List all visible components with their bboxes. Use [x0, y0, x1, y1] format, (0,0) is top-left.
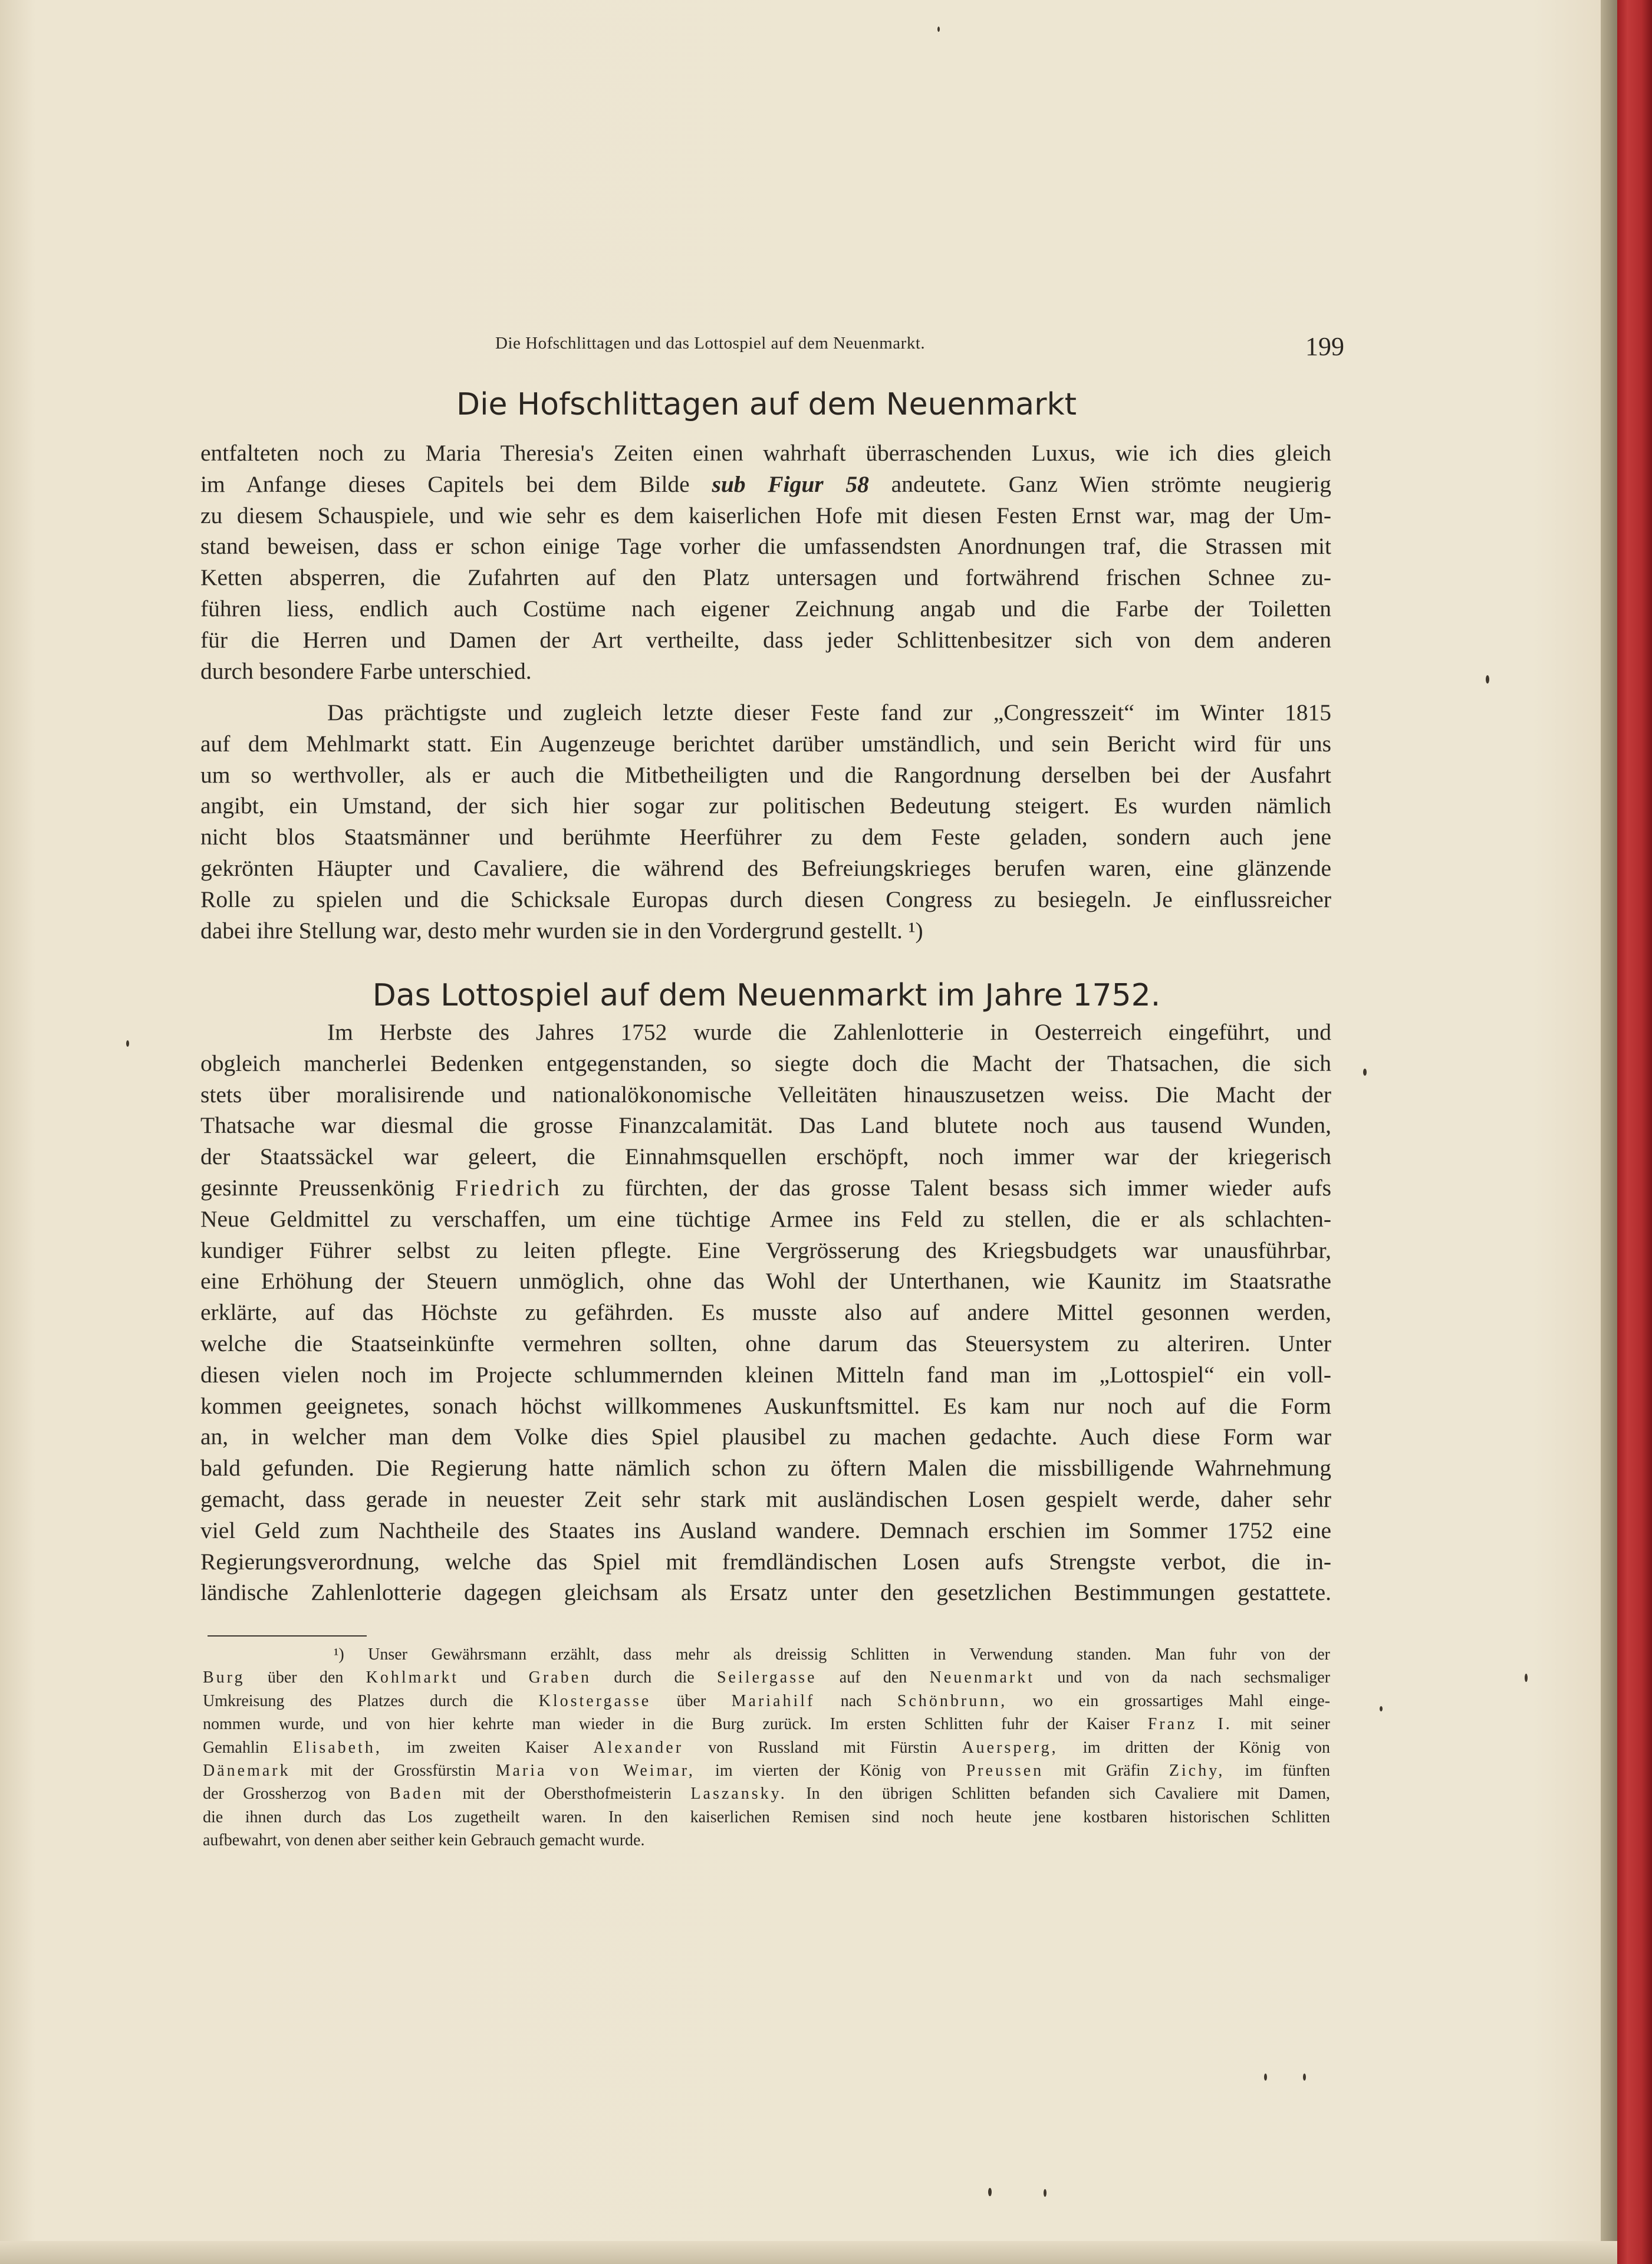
section-heading-lottospiel: Das Lottospiel auf dem Neuenmarkt im Jahre 1752. — [372, 978, 1161, 1013]
running-head: Die Hofschlittagen und das Lottospiel auf dem Neuenmarkt. — [495, 334, 926, 353]
text-fragment: gesinnte Preussenkönig — [200, 1174, 435, 1201]
scan-speck — [126, 1040, 129, 1047]
text-line: Das prächtigste und zugleich letzte dieser Feste fand zur „Congresszeit“ im Winter 1815 — [327, 699, 1331, 725]
place-name: Kohlmarkt — [366, 1668, 459, 1687]
place-name: Burg — [203, 1668, 245, 1687]
text-line: gekrönten Häupter und Cavaliere, die während des Befreiungskrieges berufen waren, eine glänzende — [200, 855, 1331, 881]
text-line: kommen geeignetes, sonach höchst willkommenes Auskunftsmittel. Es kam nur noch auf die Form — [200, 1392, 1331, 1419]
text-fragment: wo ein grossartiges Mahl einge- — [1032, 1691, 1331, 1710]
text-fragment: im zweiten Kaiser — [407, 1738, 569, 1757]
footnote-line: die ihnen durch das Los zugetheilt waren. In den kaiserlichen Remisen sind noch heute jene kostbaren historischen Schlitten — [203, 1808, 1330, 1826]
text-line: der Staatssäckel war geleert, die Einnahmsquellen erschöpft, noch immer war der kriegerisch — [200, 1143, 1331, 1170]
text-line: an, in welcher man dem Volke dies Spiel plausibel zu machen gedachte. Auch diese Form war — [200, 1424, 1331, 1450]
scan-speck — [1486, 675, 1489, 684]
spaced-name-friedrich: Friedrich — [455, 1174, 562, 1201]
text-fragment: Umkreisung des Platzes durch die — [203, 1691, 514, 1710]
place-name: Baden — [389, 1785, 444, 1803]
scan-speck — [988, 2188, 992, 2196]
text-line: Thatsache war diesmal die grosse Finanzcalamität. Das Land blutete noch aus tausend Wunden, — [200, 1112, 1331, 1139]
text-line: Im Herbste des Jahres 1752 wurde die Zahlenlotterie in Oesterreich eingeführt, und — [327, 1019, 1331, 1045]
paragraph-lottospiel — [200, 1017, 1331, 1608]
text-line: durch besondere Farbe unterschied. — [200, 658, 532, 684]
person-name: Auersperg, — [962, 1738, 1058, 1757]
text-fragment: über den — [267, 1668, 344, 1687]
person-name: Maria von Weimar, — [495, 1762, 695, 1780]
text-fragment: und — [481, 1668, 506, 1687]
text-line: Neue Geldmittel zu verschaffen, um eine tüchtige Armee ins Feld zu stellen, die er als schlachten- — [200, 1205, 1331, 1232]
footnote — [203, 1643, 1330, 1852]
footnote-divider — [208, 1635, 367, 1637]
text-fragment: nommen wurde, und von hier kehrte man wieder in die Burg zurück. Im ersten Schlitten fuhr der Kaiser — [203, 1715, 1130, 1734]
text-line: stets über moralisirende und nationalökonomische Velleitäten hinauszusetzen weiss. Die Macht der — [200, 1081, 1331, 1108]
place-name: Dänemark — [203, 1762, 291, 1780]
text-line: kundiger Führer selbst zu leiten pflegte. Eine Vergrösserung des Kriegsbudgets war unausführbar, — [200, 1237, 1331, 1263]
text-fragment: nach — [840, 1691, 872, 1710]
section-heading-hofschlittagen: Die Hofschlittagen auf dem Neuenmarkt — [456, 387, 1077, 422]
place-name: Schönbrunn, — [897, 1691, 1008, 1710]
text-line: viel Geld zum Nachtheile des Staates ins Ausland wandere. Demnach erschien im Sommer 1752 eine — [200, 1517, 1331, 1543]
scan-speck — [1264, 2074, 1267, 2081]
text-line: welche die Staatseinkünfte vermehren sollten, ohne darum das Steuersystem zu alteriren. Unter — [200, 1330, 1331, 1356]
text-fragment: auf den — [839, 1668, 907, 1687]
text-fragment: der Grossherzog von — [203, 1785, 371, 1803]
scan-speck — [1525, 1674, 1528, 1682]
text-line: angibt, ein Umstand, der sich hier sogar zur politischen Bedeutung steigert. Es wurden nämlich — [200, 793, 1331, 819]
text-fragment: mit der Obersthofmeisterin — [462, 1785, 672, 1803]
scan-speck — [1044, 2189, 1047, 2197]
place-name: Neuenmarkt — [929, 1668, 1035, 1687]
text-line: obgleich mancherlei Bedenken entgegenstanden, so siegte doch die Macht der Thatsachen, die sich — [200, 1050, 1331, 1076]
person-name: Laszansky. — [690, 1785, 787, 1803]
text-fragment: im fünften — [1245, 1762, 1331, 1780]
text-fragment: mit der Grossfürstin — [310, 1762, 476, 1780]
text-fragment: im dritten der König von — [1082, 1738, 1331, 1757]
person-name: Zichy, — [1169, 1762, 1225, 1780]
place-name: Klostergasse — [538, 1691, 651, 1710]
text-fragment: im Anfange dieses Capitels bei dem Bilde — [200, 471, 690, 497]
text-fragment: Gemahlin — [203, 1738, 268, 1757]
place-name: Preussen — [966, 1762, 1044, 1780]
text-fragment: zu fürchten, der das grosse Talent besass sich immer wieder aufs — [582, 1174, 1332, 1201]
text-fragment: und von da nach sechsmaliger — [1057, 1668, 1331, 1687]
text-line-with-spaced-name — [200, 1172, 1331, 1204]
text-fragment: im vierten der König von — [715, 1762, 946, 1780]
text-line: führen liess, endlich auch Costüme nach eigener Zeichnung angab und die Farbe der Toiletten — [200, 595, 1331, 622]
person-name: Alexander — [593, 1738, 684, 1757]
text-line: stand beweisen, dass er schon einige Tage vorher die umfassendsten Anordnungen traf, die Strassen mit — [200, 533, 1331, 560]
text-line: um so werthvoller, als er auch die Mitbetheiligten und die Rangordnung derselben bei der Ausfahrt — [200, 761, 1331, 788]
text-fragment: durch die — [614, 1668, 695, 1687]
person-name: Franz I. — [1147, 1715, 1232, 1734]
text-fragment: mit seiner — [1250, 1715, 1331, 1734]
text-line: gemacht, dass gerade in neuester Zeit sehr stark mit ausländischen Losen gespielt werde, daher sehr — [200, 1486, 1331, 1512]
text-line: entfalteten noch zu Maria Theresia's Zeiten einen wahrhaft überraschenden Luxus, wie ich dies gleich — [200, 440, 1331, 466]
text-line: eine Erhöhung der Steuern unmöglich, ohne das Wohl der Unterthanen, wie Kaunitz im Staatsrathe — [200, 1268, 1331, 1294]
text-fragment: In den übrigen Schlitten befanden sich Cavaliere mit Damen, — [806, 1785, 1331, 1803]
scan-speck — [1303, 2074, 1306, 2081]
text-line: dabei ihre Stellung war, desto mehr wurden sie in den Vordergrund gestellt. ¹) — [200, 917, 923, 944]
footnote-line — [203, 1759, 1330, 1782]
footnote-line — [203, 1782, 1330, 1805]
footnote-line — [203, 1713, 1330, 1736]
text-line: erklärte, auf das Höchste zu gefährden. Es musste also auf andere Mittel gesonnen werden, — [200, 1299, 1331, 1326]
place-name: Graben — [528, 1668, 592, 1687]
footnote-line: aufbewahrt, von denen aber seither kein Gebrauch gemacht wurde. — [203, 1831, 645, 1850]
scan-speck — [937, 27, 940, 32]
person-name: Elisabeth, — [292, 1738, 382, 1757]
scan-speck — [1380, 1706, 1383, 1711]
text-fragment: andeutete. Ganz Wien strömte neugierig — [891, 471, 1332, 497]
text-line: zu diesem Schauspiele, und wie sehr es dem kaiserlichen Hofe mit diesen Festen Ernst war, mag der Um- — [200, 502, 1331, 528]
figure-reference: sub Figur 58 — [712, 471, 869, 497]
text-line-with-figure-ref — [200, 469, 1331, 500]
text-line: Ketten absperren, die Zufahrten auf den Platz untersagen und fortwährend frischen Schnee zu- — [200, 564, 1331, 591]
place-name: Mariahilf — [731, 1691, 815, 1710]
place-name: Seilergasse — [716, 1668, 817, 1687]
text-line: bald gefunden. Die Regierung hatte nämlich schon zu öftern Malen die missbilligende Wahrnehmung — [200, 1455, 1331, 1481]
text-line: nicht blos Staatsmänner und berühmte Heerführer zu dem Feste geladen, sondern auch jene — [200, 824, 1331, 850]
page-number: 199 — [1305, 332, 1344, 361]
text-line: für die Herren und Damen der Art vertheilte, dass jeder Schlittenbesitzer sich von dem anderen — [200, 626, 1331, 653]
text-line: Regierungsverordnung, welche das Spiel mit fremdländischen Losen aufs Strengste verbot, die in- — [200, 1548, 1331, 1575]
paragraph-congresszeit — [200, 697, 1331, 946]
paragraph-hofschlittagen-intro — [200, 438, 1331, 686]
text-fragment: mit Gräfin — [1064, 1762, 1149, 1780]
text-line: ländische Zahlenlotterie dagegen gleichsam als Ersatz unter den gesetzlichen Bestimmungen gestattete. — [200, 1579, 1331, 1606]
text-line: Rolle zu spielen und die Schicksale Europas durch diesen Congress zu besiegeln. Je einflussreicher — [200, 886, 1331, 912]
footnote-line — [203, 1666, 1330, 1689]
footnote-line: ¹) Unser Gewährsmann erzählt, dass mehr als dreissig Schlitten in Verwendung standen. Man fuhr von der — [334, 1645, 1330, 1664]
footnote-line — [203, 1736, 1330, 1759]
footnote-line — [203, 1690, 1330, 1713]
text-fragment: über — [676, 1691, 706, 1710]
scan-speck — [1363, 1069, 1367, 1076]
text-line: diesen vielen noch im Projecte schlummernden kleinen Mitteln fand man im „Lottospiel“ ein voll- — [200, 1361, 1331, 1388]
text-line: auf dem Mehlmarkt statt. Ein Augenzeuge berichtet darüber umständlich, und sein Bericht wird für uns — [200, 730, 1331, 757]
text-fragment: von Russland mit Fürstin — [708, 1738, 937, 1757]
